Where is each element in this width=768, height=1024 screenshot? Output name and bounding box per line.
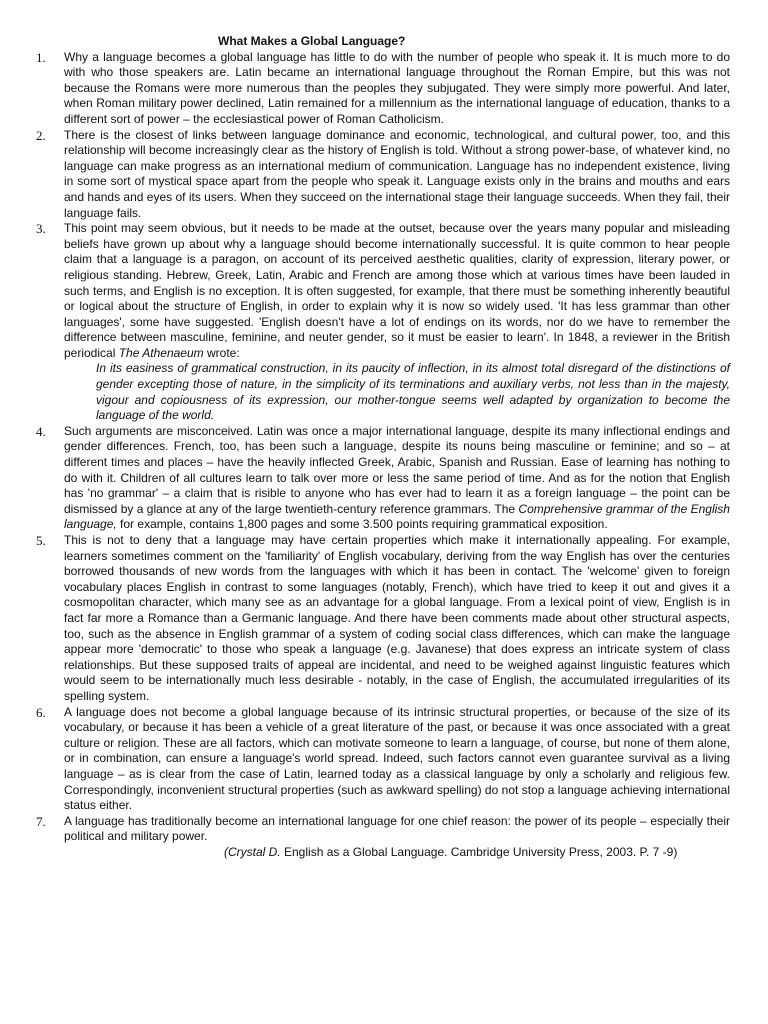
paragraph-number: 4. — [36, 423, 46, 439]
paragraph-2 — [36, 128, 730, 222]
paragraph-number: 1. — [36, 49, 46, 65]
document-page — [36, 34, 730, 860]
paragraph-number: 7. — [36, 813, 46, 829]
paragraph-text: This point may seem obvious, but it needs to be made at the outset, because over the years many popular and misleading beliefs have grown up about why a language should become internationally successful. It is quite common to hear people claim that a language is a paragon, on account of its perceived aesthetic qualities, clarity of expression, literary power, or religious standing. Hebrew, Greek, Latin, Arabic and French are among those which at various times have been lauded in such terms, and English is no exception. It is often suggested, for example, that there must be something inherently beautiful or logical about the structure of English, in order to explain why it is now so widely used. 'It has less grammar than other languages', some have suggested. 'English doesn't have a lot of endings on its words, nor do we have to remember the difference between masculine, feminine, and neuter gender, so it must be easier to learn'. In 1848, a reviewer in the British periodical — [64, 221, 730, 360]
paragraph-4 — [36, 424, 730, 533]
citation-author: (Crystal D. — [224, 844, 281, 859]
paragraph-7 — [36, 814, 730, 845]
document-title: What Makes a Global Language? — [218, 34, 406, 48]
paragraph-text-end: for example, contains 1,800 pages and some 3.500 points requiring grammatical exposition. — [116, 517, 608, 532]
block-quote: In its easiness of grammatical construction, in its paucity of inflection, in its almost total disregard of the distinctions of gender excepting those of nature, in the simplicity of its terminations and auxiliary verbs, not less than in the majesty, vigour and copiousness of its expression, our mother-tongue seems well adapted by organization to become the language of the world. — [96, 361, 730, 423]
paragraph-text: This is not to deny that a language may have certain properties which make it internationally appealing. For example, learners sometimes comment on the 'familiarity' of English vocabulary, deriving from the way English has over the centuries borrowed thousands of new words from the languages with which it has been in contact. The 'welcome' given to foreign vocabulary places English in contrast to some languages (notably, French), which have tried to keep it out and gives it a cosmopolitan character, which many see as an advantage for a global language. From a lexical point of view, English is in fact far more a Romance than a Germanic language. And there have been comments made about other structural aspects, too, such as the absence in English grammar of a system of coding social class differences, which can make the language appear more 'democratic' to those who speak a language (e.g. Javanese) that does express an intricate system of class relationships. But these supposed traits of appeal are incidental, and need to be weighed against linguistic features which would seem to be internationally much less desirable - notably, in the case of English, the accumulated irregularities of its spelling system. — [64, 533, 730, 703]
paragraph-6 — [36, 705, 730, 814]
periodical-title: The Athenaeum — [118, 345, 204, 360]
paragraph-text: A language does not become a global language because of its intrinsic structural properties, or because of the size of its vocabulary, or because it has been a vehicle of a great literature of the past, or because it was once associated with a great culture or religion. These are all factors, which can motivate someone to learn a language, of course, but none of them alone, or in combination, can ensure a language's world spread. Indeed, such factors cannot even guarantee survival as a living language – as is clear from the case of Latin, learned today as a classical language by only a scholarly and religious few. Correspondingly, inconvenient structural properties (such as awkward spelling) do not stop a language achieving international status either. — [64, 704, 730, 813]
paragraph-1 — [36, 50, 730, 128]
paragraph-number: 5. — [36, 533, 46, 548]
paragraph-text-end: wrote: — [203, 345, 240, 360]
paragraph-number: 2. — [36, 127, 46, 143]
paragraph-text: Such arguments are misconceived. Latin was once a major international language, despite its many inflectional endings and gender differences. French, too, has been such a language, despite its nouns being masculine or feminine; and so – at different times and places – have the heavily inflected Greek, Arabic, Spanish and Russian. Ease of learning has nothing to do with it. Children of all cultures learn to talk over more or less the same period of time. And as for the notion that English has 'no grammar' – a claim that is risible to anyone who has ever had to learn it as a foreign language – the point can be dismissed by a glance at any of the large twentieth-century reference grammars. The — [64, 423, 730, 516]
citation-source: English as a Global Language. Cambridge University Press, 2003. P. 7 -9) — [280, 844, 678, 859]
citation — [36, 845, 730, 861]
paragraph-text: There is the closest of links between language dominance and economic, technological, and cultural power, too, and this relationship will become increasingly clear as the history of English is told. Without a strong power-base, of whatever kind, no language can make progress as an international medium of communication. Language has no independent existence, living in some sort of mystical space apart from the people who speak it. Language exists only in the brains and mouths and ears and hands and eyes of its users. When they succeed on the international stage their language succeeds. When they fail, their language fails. — [64, 127, 730, 220]
paragraph-number: 3. — [36, 221, 46, 237]
paragraph-number: 6. — [36, 704, 46, 720]
paragraph-3 — [36, 221, 730, 424]
paragraph-5 — [36, 533, 730, 705]
book-title: Comprehensive grammar of the English language, — [64, 501, 730, 532]
paragraph-text: A language has traditionally become an international language for one chief reason: the power of its people – especially their political and military power. — [64, 813, 730, 844]
paragraph-text: Why a language becomes a global language has little to do with the number of people who speak it. It is much more to do with who those speakers are. Latin became an international language throughout the Roman Empire, but this was not because the Romans were more numerous than the peoples they subjugated. They were simply more powerful. And later, when Roman military power declined, Latin remained for a millennium as the international language of education, thanks to a different sort of power – the ecclesiastical power of Roman Catholicism. — [64, 49, 730, 126]
